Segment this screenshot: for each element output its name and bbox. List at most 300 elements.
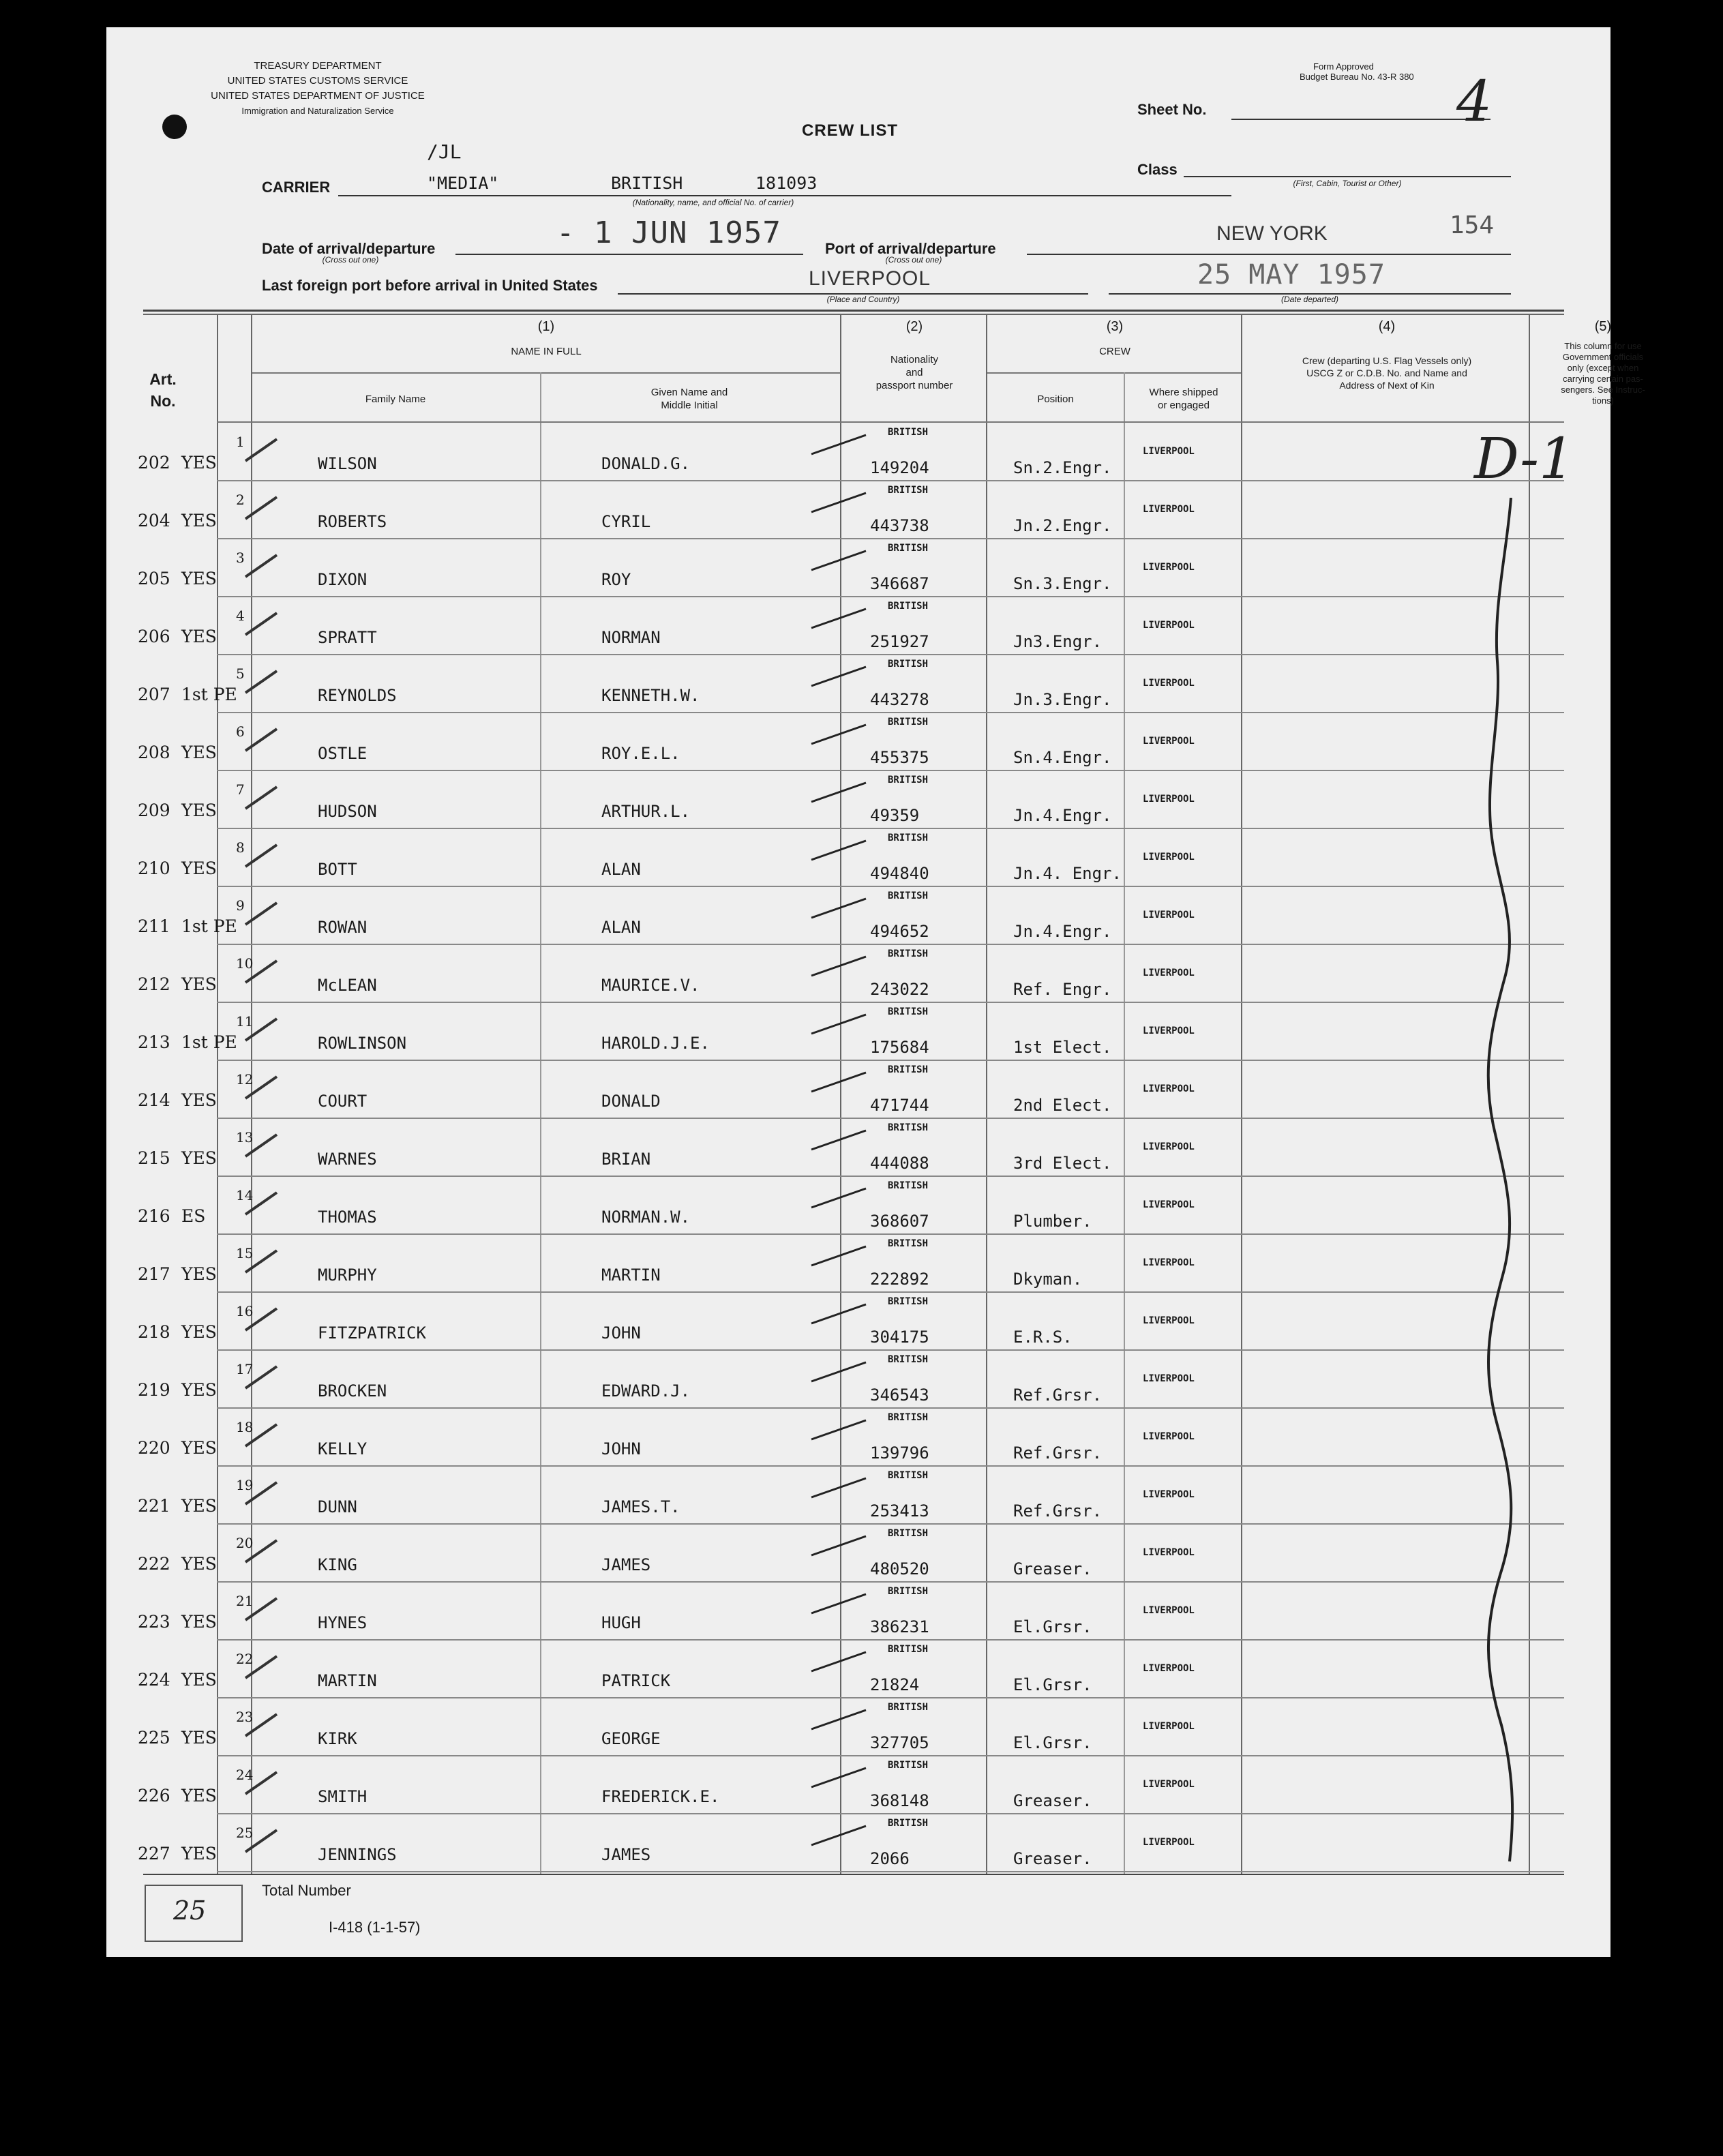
passport-number: 253413	[870, 1501, 929, 1521]
row-divider	[217, 828, 1564, 829]
family-name: DUNN	[318, 1497, 357, 1516]
family-name: JENNINGS	[318, 1845, 397, 1864]
passport-tick-icon	[809, 1010, 870, 1038]
port-value: NEW YORK	[1216, 222, 1328, 245]
row-divider	[217, 1407, 1564, 1409]
where-shipped: LIVERPOOL	[1143, 794, 1195, 805]
art-number: 210	[138, 858, 170, 878]
nationality: BRITISH	[888, 1470, 929, 1481]
art-status: YES	[181, 627, 217, 646]
given-name: PATRICK	[601, 1671, 671, 1690]
row-number: 24	[236, 1767, 254, 1783]
passport-number: 222892	[870, 1270, 929, 1289]
passport-number: 471744	[870, 1096, 929, 1115]
row-divider	[217, 1349, 1564, 1351]
col3-number: (3)	[1106, 319, 1124, 334]
row-divider	[217, 654, 1564, 655]
date-stamp: - 1 JUN 1957	[556, 215, 781, 250]
nationality: BRITISH	[888, 717, 929, 728]
passport-number: 243022	[870, 980, 929, 999]
passport-tick-icon	[809, 547, 870, 574]
art-status: YES	[181, 974, 217, 994]
passport-number: 304175	[870, 1328, 929, 1347]
art-number: 227	[138, 1844, 170, 1863]
check-mark-icon	[241, 955, 282, 989]
nationality: BRITISH	[888, 1702, 929, 1713]
row-number: 17	[236, 1361, 254, 1377]
passport-number: 21824	[870, 1675, 920, 1694]
art-status: YES	[181, 1148, 217, 1168]
given-name: JOHN	[601, 1323, 641, 1343]
family-name: WILSON	[318, 454, 377, 473]
passport-number: 149204	[870, 458, 929, 477]
art-status: YES	[181, 1438, 217, 1458]
art-status: YES	[181, 511, 217, 530]
check-mark-icon	[241, 1129, 282, 1163]
family-name: BROCKEN	[318, 1381, 387, 1401]
where-shipped: LIVERPOOL	[1143, 736, 1195, 747]
carrier-number: 181093	[755, 173, 818, 193]
art-status: YES	[181, 1844, 217, 1863]
nationality: BRITISH	[888, 1238, 929, 1249]
col4-title: Crew (departing U.S. Flag Vessels only) USCG Z or C.D.B. No. and Name and Address of Next of Kin	[1302, 355, 1472, 391]
passport-number: 455375	[870, 748, 929, 767]
passport-tick-icon	[809, 1590, 870, 1617]
passport-number: 346543	[870, 1386, 929, 1405]
row-divider	[217, 1002, 1564, 1003]
art-number: 219	[138, 1380, 170, 1400]
crew-position: Greaser.	[1013, 1791, 1092, 1810]
given-name: NORMAN	[601, 628, 661, 647]
art-number: 217	[138, 1264, 170, 1284]
art-status: YES	[181, 1670, 217, 1690]
crew-position: El.Grsr.	[1013, 1733, 1092, 1752]
row-number: 22	[236, 1651, 254, 1667]
art-no-header: Art. No.	[149, 370, 177, 410]
crew-position: Ref.Grsr.	[1013, 1443, 1103, 1463]
nationality: BRITISH	[888, 1528, 929, 1539]
check-mark-icon	[241, 1013, 282, 1047]
passport-tick-icon	[809, 1764, 870, 1791]
family-name: COURT	[318, 1092, 368, 1111]
given-name: KENNETH.W.	[601, 686, 700, 705]
passport-tick-icon	[809, 837, 870, 864]
check-mark-icon	[241, 608, 282, 642]
given-name: HAROLD.J.E.	[601, 1034, 710, 1053]
passport-number: 443278	[870, 690, 929, 709]
family-name: THOMAS	[318, 1208, 377, 1227]
row-divider	[217, 770, 1564, 771]
where-shipped: LIVERPOOL	[1143, 1141, 1195, 1152]
art-number: 221	[138, 1496, 170, 1516]
row-number: 1	[236, 434, 245, 450]
where-shipped: LIVERPOOL	[1143, 1837, 1195, 1848]
art-number: 216	[138, 1206, 170, 1226]
nationality: BRITISH	[888, 775, 929, 785]
where-shipped: LIVERPOOL	[1143, 1257, 1195, 1268]
art-number: 222	[138, 1554, 170, 1574]
row-divider	[217, 1581, 1564, 1583]
crew-position: Plumber.	[1013, 1212, 1092, 1231]
nationality: BRITISH	[888, 890, 929, 901]
agency-ins: Immigration and Naturalization Service	[241, 106, 394, 116]
passport-tick-icon	[809, 605, 870, 632]
row-number: 16	[236, 1303, 254, 1319]
art-status: 1st PE	[181, 916, 237, 936]
initials: /JL	[427, 140, 462, 163]
row-number: 15	[236, 1245, 254, 1261]
nationality: BRITISH	[888, 543, 929, 554]
art-number: 214	[138, 1090, 170, 1110]
art-number: 206	[138, 627, 170, 646]
crew-position: 1st Elect.	[1013, 1038, 1112, 1057]
row-divider	[217, 1060, 1564, 1061]
row-divider	[217, 1697, 1564, 1698]
form-number: I-418 (1-1-57)	[329, 1919, 421, 1936]
check-mark-icon	[241, 1825, 282, 1859]
passport-tick-icon	[809, 1706, 870, 1733]
family-name: WARNES	[318, 1150, 377, 1169]
given-name: FREDERICK.E.	[601, 1787, 720, 1806]
where-shipped: LIVERPOOL	[1143, 562, 1195, 573]
row-number: 6	[236, 723, 245, 740]
check-mark-icon	[241, 1709, 282, 1743]
row-number: 21	[236, 1593, 254, 1609]
row-number: 11	[236, 1013, 254, 1030]
check-mark-icon	[241, 1071, 282, 1105]
row-divider	[217, 712, 1564, 713]
row-divider	[217, 1755, 1564, 1756]
crew-position: El.Grsr.	[1013, 1617, 1092, 1636]
row-divider	[217, 1233, 1564, 1235]
row-divider	[217, 1118, 1564, 1119]
art-number: 220	[138, 1438, 170, 1458]
check-mark-icon	[241, 897, 282, 931]
crew-position: Jn.4.Engr.	[1013, 806, 1112, 825]
family-name: KIRK	[318, 1729, 357, 1748]
row-number: 5	[236, 665, 245, 682]
family-name: OSTLE	[318, 744, 368, 763]
form-approved-block	[1300, 61, 1414, 82]
check-mark-icon	[241, 1187, 282, 1221]
check-mark-icon	[241, 1303, 282, 1337]
agency-treasury: TREASURY DEPARTMENT	[254, 60, 382, 72]
col4-number: (4)	[1378, 319, 1396, 334]
art-status: YES	[181, 1322, 217, 1342]
given-name: GEORGE	[601, 1729, 661, 1748]
carrier-name: "MEDIA"	[427, 173, 499, 193]
family-name: ROBERTS	[318, 512, 387, 531]
row-divider	[217, 944, 1564, 945]
check-mark-icon	[241, 723, 282, 758]
family-name: ROWAN	[318, 918, 368, 937]
crew-position: Greaser.	[1013, 1849, 1092, 1868]
passport-tick-icon	[809, 779, 870, 806]
check-mark-icon	[241, 1593, 282, 1627]
art-number: 204	[138, 511, 170, 530]
col5-title: This column for use Government officials only (except when carrying certain pas- sengers. See Instruc- tions)	[1561, 341, 1645, 406]
art-number: 224	[138, 1670, 170, 1690]
where-shipped: LIVERPOOL	[1143, 1083, 1195, 1094]
nationality: BRITISH	[888, 601, 929, 612]
family-name: HUDSON	[318, 802, 377, 821]
family-name: BOTT	[318, 860, 357, 879]
check-mark-icon	[241, 434, 282, 468]
art-number: 202	[138, 453, 170, 473]
passport-number: 494840	[870, 864, 929, 883]
crew-position: 3rd Elect.	[1013, 1154, 1112, 1173]
art-number: 211	[138, 916, 170, 936]
check-mark-icon	[241, 550, 282, 584]
given-name: NORMAN.W.	[601, 1208, 691, 1227]
art-status: YES	[181, 1786, 217, 1806]
official-wavy-line	[1470, 498, 1552, 1882]
carrier-label: CARRIER	[262, 179, 331, 196]
port-label: Port of arrival/departure	[825, 240, 996, 257]
passport-tick-icon	[809, 895, 870, 922]
where-shipped: LIVERPOOL	[1143, 1315, 1195, 1326]
class-hint: (First, Cabin, Tourist or Other)	[1293, 179, 1402, 188]
family-name-header: Family Name	[365, 393, 426, 405]
where-shipped: LIVERPOOL	[1143, 620, 1195, 631]
crew-position: Jn.4. Engr.	[1013, 864, 1122, 883]
passport-tick-icon	[809, 1068, 870, 1096]
given-name: DONALD	[601, 1092, 661, 1111]
col5-number: (5)	[1594, 319, 1612, 334]
art-status: YES	[181, 1496, 217, 1516]
family-name: SPRATT	[318, 628, 377, 647]
art-number: 205	[138, 569, 170, 588]
row-number: 7	[236, 781, 245, 798]
position-header: Position	[1037, 393, 1074, 405]
nationality: BRITISH	[888, 485, 929, 496]
carrier-hint: (Nationality, name, and official No. of carrier)	[632, 198, 794, 207]
passport-tick-icon	[809, 1358, 870, 1386]
where-shipped: LIVERPOOL	[1143, 504, 1195, 515]
family-name: McLEAN	[318, 976, 377, 995]
crew-position: 2nd Elect.	[1013, 1096, 1112, 1115]
row-number: 4	[236, 608, 245, 624]
passport-tick-icon	[809, 431, 870, 458]
where-shipped: LIVERPOOL	[1143, 446, 1195, 457]
row-divider	[217, 1871, 1564, 1872]
where-shipped: LIVERPOOL	[1143, 1721, 1195, 1732]
col1-number: (1)	[537, 319, 555, 334]
col2-title: Nationality and passport number	[875, 354, 953, 391]
passport-number: 368148	[870, 1791, 929, 1810]
crew-list-document	[106, 27, 1645, 1957]
given-name: ROY	[601, 570, 631, 589]
passport-tick-icon	[809, 663, 870, 690]
col3-title: CREW	[1099, 346, 1130, 357]
port-hint: (Cross out one)	[885, 255, 942, 265]
nationality: BRITISH	[888, 948, 929, 959]
nationality: BRITISH	[888, 427, 929, 438]
crew-position: Jn.2.Engr.	[1013, 516, 1112, 535]
passport-tick-icon	[809, 1300, 870, 1328]
art-number: 209	[138, 800, 170, 820]
row-divider	[217, 886, 1564, 887]
given-name: CYRIL	[601, 512, 651, 531]
class-label: Class	[1137, 161, 1178, 178]
passport-tick-icon	[809, 953, 870, 980]
given-name: JOHN	[601, 1439, 641, 1458]
date-departed-stamp: 25 MAY 1957	[1197, 259, 1385, 290]
row-number: 20	[236, 1535, 254, 1551]
art-status: YES	[181, 453, 217, 473]
crew-position: El.Grsr.	[1013, 1675, 1092, 1694]
nationality: BRITISH	[888, 1760, 929, 1771]
given-name: EDWARD.J.	[601, 1381, 691, 1401]
row-divider	[217, 1176, 1564, 1177]
passport-tick-icon	[809, 1242, 870, 1270]
where-shipped: LIVERPOOL	[1143, 1663, 1195, 1674]
family-name: HYNES	[318, 1613, 368, 1632]
crew-position: E.R.S.	[1013, 1328, 1073, 1347]
passport-number: 443738	[870, 516, 929, 535]
total-label: Total Number	[262, 1882, 351, 1899]
row-divider	[217, 596, 1564, 597]
nationality: BRITISH	[888, 1644, 929, 1655]
official-mark: D-1	[1474, 427, 1575, 492]
passport-tick-icon	[809, 1532, 870, 1559]
passport-number: 175684	[870, 1038, 929, 1057]
family-name: MURPHY	[318, 1266, 377, 1285]
crew-position: Jn.3.Engr.	[1013, 690, 1112, 709]
row-number: 23	[236, 1709, 254, 1725]
art-status: YES	[181, 1728, 217, 1748]
last-port-label: Last foreign port before arrival in United States	[262, 277, 598, 294]
art-status: ES	[181, 1206, 206, 1226]
passport-tick-icon	[809, 1474, 870, 1501]
crew-position: Sn.4.Engr.	[1013, 748, 1112, 767]
where-shipped: LIVERPOOL	[1143, 910, 1195, 920]
row-number: 8	[236, 839, 245, 856]
passport-number: 49359	[870, 806, 920, 825]
nationality: BRITISH	[888, 1296, 929, 1307]
where-shipped: LIVERPOOL	[1143, 1547, 1195, 1558]
art-number: 218	[138, 1322, 170, 1342]
where-shipped-header: Where shipped or engaged	[1149, 387, 1218, 411]
budget-bureau: Budget Bureau No. 43-R 380	[1300, 72, 1414, 82]
where-shipped: LIVERPOOL	[1143, 1431, 1195, 1442]
crew-position: Ref.Grsr.	[1013, 1501, 1103, 1521]
last-port-value: LIVERPOOL	[809, 267, 931, 290]
passport-number: 444088	[870, 1154, 929, 1173]
sheet-label: Sheet No.	[1137, 101, 1207, 118]
nationality: BRITISH	[888, 1586, 929, 1597]
given-name: ARTHUR.L.	[601, 802, 691, 821]
nationality: BRITISH	[888, 1818, 929, 1829]
where-shipped: LIVERPOOL	[1143, 1779, 1195, 1790]
col1-title: NAME IN FULL	[511, 346, 582, 357]
check-mark-icon	[241, 1767, 282, 1801]
page-title: CREW LIST	[802, 121, 898, 140]
crew-position: Ref. Engr.	[1013, 980, 1112, 999]
passport-tick-icon	[809, 1126, 870, 1154]
crew-position: Sn.2.Engr.	[1013, 458, 1112, 477]
art-number: 208	[138, 743, 170, 762]
passport-number: 480520	[870, 1559, 929, 1578]
where-shipped: LIVERPOOL	[1143, 1199, 1195, 1210]
where-shipped: LIVERPOOL	[1143, 1489, 1195, 1500]
check-mark-icon	[241, 1245, 282, 1279]
art-status: YES	[181, 1380, 217, 1400]
date-departed-hint: (Date departed)	[1280, 295, 1339, 304]
passport-tick-icon	[809, 489, 870, 516]
crew-position: Dkyman.	[1013, 1270, 1083, 1289]
art-status: YES	[181, 743, 217, 762]
row-number: 9	[236, 897, 245, 914]
given-name-header: Given Name and Middle Initial	[650, 387, 728, 411]
col2-number: (2)	[905, 319, 923, 334]
check-mark-icon	[241, 1419, 282, 1453]
where-shipped: LIVERPOOL	[1143, 1025, 1195, 1036]
row-divider	[217, 1291, 1564, 1293]
row-number: 14	[236, 1187, 254, 1203]
passport-number: 139796	[870, 1443, 929, 1463]
family-name: KING	[318, 1555, 357, 1574]
check-mark-icon	[241, 665, 282, 700]
date-label: Date of arrival/departure	[262, 240, 436, 257]
where-shipped: LIVERPOOL	[1143, 678, 1195, 689]
row-divider	[217, 1639, 1564, 1641]
art-number: 226	[138, 1786, 170, 1806]
given-name: DONALD.G.	[601, 454, 691, 473]
crew-position: Ref.Grsr.	[1013, 1386, 1103, 1405]
nationality: BRITISH	[888, 1180, 929, 1191]
check-mark-icon	[241, 1477, 282, 1511]
art-number: 212	[138, 974, 170, 994]
sheet-number: 4	[1456, 70, 1493, 134]
nationality: BRITISH	[888, 833, 929, 843]
crew-position: Greaser.	[1013, 1559, 1092, 1578]
row-divider	[217, 1813, 1564, 1814]
row-number: 19	[236, 1477, 254, 1493]
family-name: ROWLINSON	[318, 1034, 407, 1053]
family-name: KELLY	[318, 1439, 368, 1458]
check-mark-icon	[241, 839, 282, 873]
row-divider	[217, 480, 1564, 481]
row-number: 3	[236, 550, 245, 566]
art-number: 207	[138, 685, 170, 704]
passport-tick-icon	[809, 1184, 870, 1212]
passport-number: 2066	[870, 1849, 910, 1868]
given-name: ALAN	[601, 860, 641, 879]
art-status: 1st PE	[181, 1032, 237, 1052]
nationality: BRITISH	[888, 1354, 929, 1365]
row-number: 25	[236, 1825, 254, 1841]
given-name: JAMES.T.	[601, 1497, 680, 1516]
art-number: 223	[138, 1612, 170, 1632]
crew-position: Sn.3.Engr.	[1013, 574, 1112, 593]
passport-number: 494652	[870, 922, 929, 941]
family-name: REYNOLDS	[318, 686, 397, 705]
art-status: YES	[181, 800, 217, 820]
art-status: YES	[181, 1554, 217, 1574]
agency-block	[161, 59, 475, 119]
total-box	[145, 1885, 243, 1942]
form-approved: Form Approved	[1313, 61, 1374, 72]
passport-tick-icon	[809, 1648, 870, 1675]
check-mark-icon	[241, 1651, 282, 1685]
family-name: MARTIN	[318, 1671, 377, 1690]
family-name: FITZPATRICK	[318, 1323, 426, 1343]
art-status: YES	[181, 1612, 217, 1632]
art-status: YES	[181, 1090, 217, 1110]
row-number: 18	[236, 1419, 254, 1435]
art-number: 215	[138, 1148, 170, 1168]
